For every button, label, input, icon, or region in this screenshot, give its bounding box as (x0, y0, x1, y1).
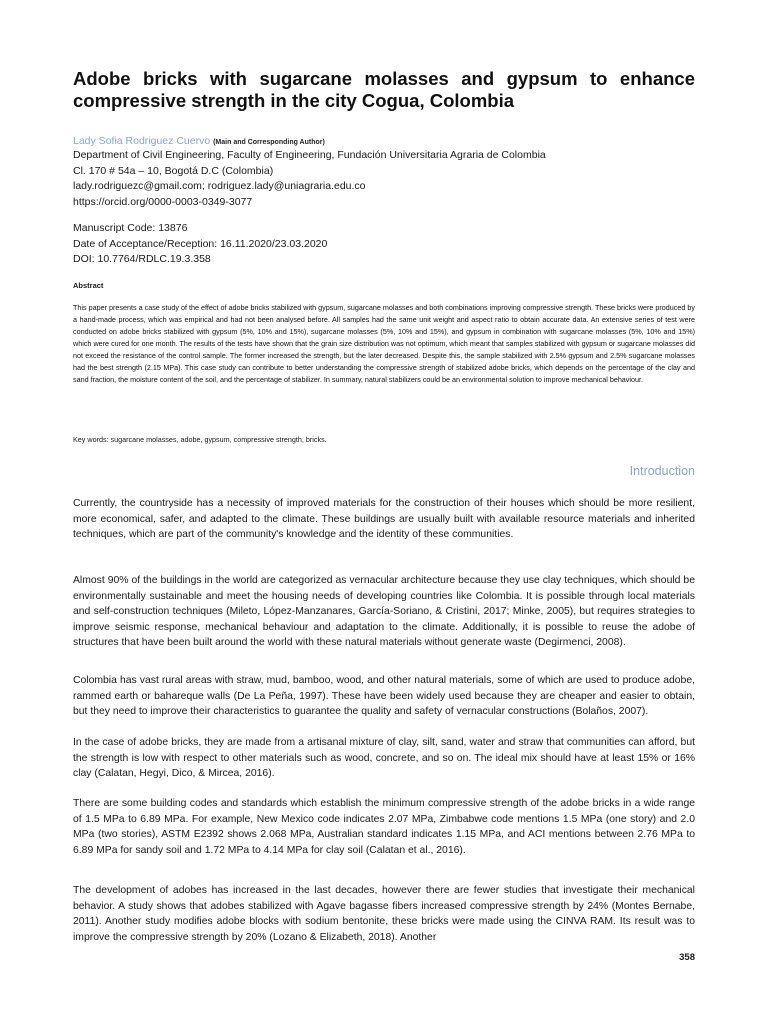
address-line: Cl. 170 # 54a – 10, Bogotá D.C (Colombia) (73, 164, 274, 177)
author-name[interactable]: Lady Sofia Rodriguez Cuervo (73, 135, 211, 147)
doi[interactable]: DOI: 10.7764/RDLC.19.3.358 (73, 253, 211, 265)
author-role: (Main and Corresponding Author) (213, 139, 325, 146)
orcid-link[interactable]: https://orcid.org/0000-0003-0349-3077 (73, 195, 253, 208)
abstract-heading: Abstract (73, 281, 104, 290)
body-paragraph: Currently, the countryside has a necessity of improved materials for the construction of their houses which should be more resilient, more economical, safer, and adapted to the climate. These buildings are usually built with available resource materials and inherited techniques, which are part of the community's knowledge and the identity of these communities. (73, 498, 695, 540)
body-paragraph: Colombia has vast rural areas with straw, mud, bamboo, wood, and other natural materials, some of which are used to produce adobe, rammed earth or bahareque walls (De La Peña, 1997). These have been widely used because they are cheaper and easier to obtain, but they need to improve their characteristics to guarantee the quality and safety of vernacular constructions (Bolaños, 2007). (73, 675, 695, 717)
body-paragraph: The development of adobes has increased in the last decades, however there are fewer studies that investigate their mechanical behavior. A study shows that adobes stabilized with Agave bagasse fibers increased compressive strength by 24% (Montes Bernabe, 2011). Another study modifies adobe blocks with sodium bentonite, these bricks were made using the CINVA RAM. Its result was to improve the compressive strength by 20% (Lozano & Elizabeth, 2018). Another (73, 885, 695, 943)
acceptance-dates: Date of Acceptance/Reception: 16.11.2020/23.03.2020 (73, 237, 328, 250)
email-line[interactable]: lady.rodriguezc@gmail.com; rodriguez.lady@uniagraria.edu.co (73, 180, 366, 192)
abstract-text: This paper presents a case study of the effect of adobe bricks stabilized with gypsum, sugarcane molasses and both combinations improving compressive strength. These bricks were produced by a hand-made process, which was empirical and had not been analysed before. All samples had the same unit weight and aspect ratio to obtain accurate data. An extensive series of test were conducted on adobe bricks stabilized with gypsum (5%, 10% and 15%), sugarcane molasses (5%, 10% and 15%), and gypsum in combination with sugarcane molasses (5%, 10% and 15%) which were cured for one month. The results of the tests have shown that the grain size distribution was not optimum, which meant that samples stabilized with gypsum or sugarcane molasses did not exceed the resistance of the control sample. The former increased the strength, but the later decreased. Despite this, the sample stabilized with 2.5% gypsum and 2.5% sugarcane molasses had the best strength (2.15 MPa). This case study can contribute to better understanding the compressive strength of stabilized adobe bricks, which depends on the percentage of the clay and sand fraction, the moisture content of the soil, and the percentage of stabilizer. In summary, natural stabilizers could be an environmental solution to improve mechanical behaviour. (73, 303, 695, 384)
manuscript-meta (73, 221, 327, 268)
page-number: 358 (679, 952, 695, 963)
body-paragraph: In the case of adobe bricks, they are made from a artisanal mixture of clay, silt, sand, water and straw that communities can afford, but the strength is low with respect to other materials such as wood, concrete, and so on. The ideal mix should have at least 15% or 16% clay (Calatan, Hegyi, Dico, & Mircea, 2016). (73, 737, 695, 779)
paper-title: Adobe bricks with sugarcane molasses and gypsum to enhance compressive strength in the city Cogua, Colombia (73, 68, 695, 111)
body-paragraph: There are some building codes and standards which establish the minimum compressive strength of the adobe bricks in a wide range of 1.5 MPa to 6.89 MPa. For example, New Mexico code indicates 2.07 MPa, Zimbabwe code mentions 1.5 MPa (one story) and 2.0 MPa (two stories), ASTM E2392 shows 2.068 MPa, Australian standard indicates 1.15 MPa, and ACI mentions between 2.76 MPa to 6.89 MPa for sandy soil and 1.72 MPa to 4.14 MPa for clay soil (Calatan et al., 2016). (73, 798, 695, 856)
body-paragraph: Almost 90% of the buildings in the world are categorized as vernacular architecture because they use clay techniques, which should be environmentally sustainable and meet the housing needs of developing countries like Colombia. It is possible through local materials and self-construction techniques (Mileto, López-Manzanares, García-Soriano, & Cristini, 2017; Minke, 2005), but requires strategies to improve seismic response, mechanical behaviour and adaptation to the climate. Additionally, it is possible to reuse the adobe of structures that have been built around the world with these natural materials without generate waste (Degirmenci, 2008). (73, 575, 695, 648)
author-affiliation (73, 148, 546, 210)
manuscript-code: Manuscript Code: 13876 (73, 222, 188, 234)
section-heading-introduction: Introduction (629, 464, 695, 478)
affiliation-line: Department of Civil Engineering, Faculty of Engineering, Fundación Universitaria Agraria de Colombia (73, 149, 546, 161)
keywords: Key words: sugarcane molasses, adobe, gypsum, compressive strength, bricks. (73, 435, 327, 444)
